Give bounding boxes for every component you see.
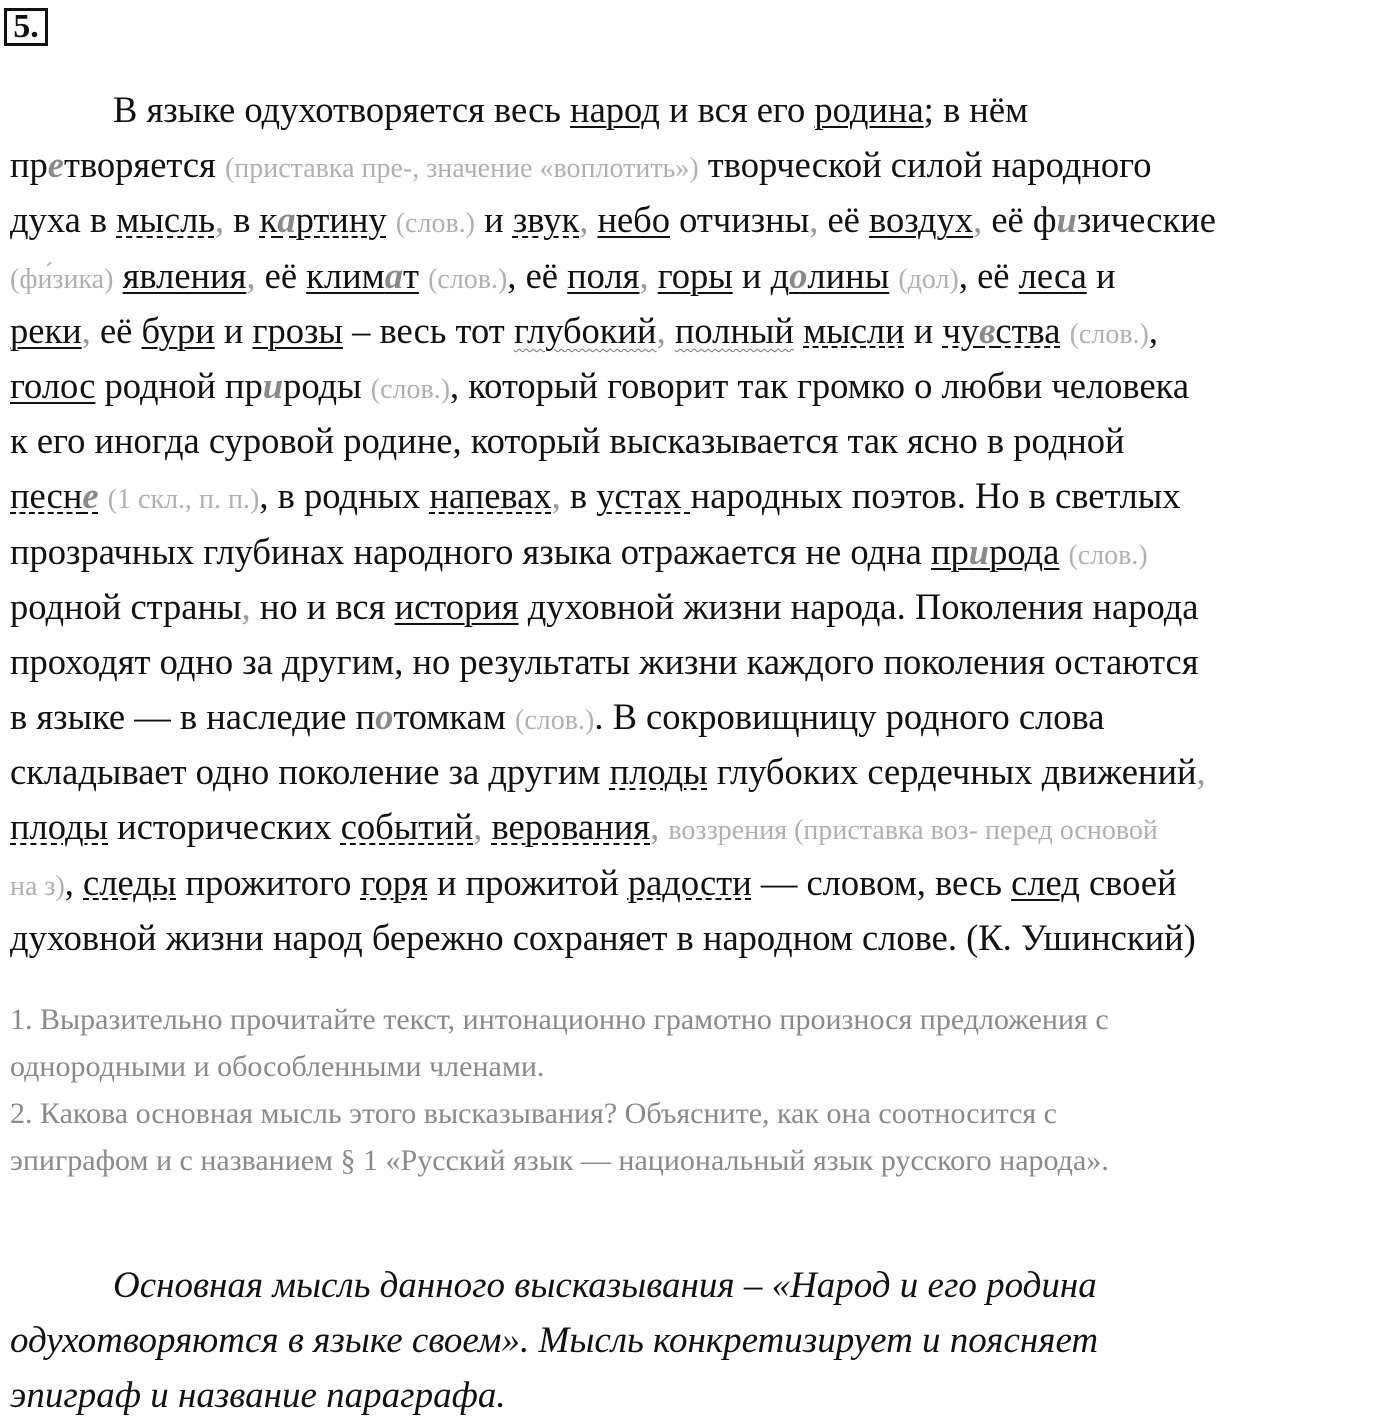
text-fragment: проходят одно за другим, но результаты жизни каждого поколения остаются bbox=[10, 640, 1199, 682]
grey-annotation: (слов.) bbox=[395, 208, 476, 240]
object-word: устах bbox=[596, 475, 691, 517]
text-fragment: прозрачных глубинах народного языка отражается не одна bbox=[10, 530, 931, 572]
text-fragment: складывает одно поколение за другим bbox=[10, 751, 610, 793]
subject-word: воздух bbox=[869, 199, 974, 241]
grey-annotation: (дол) bbox=[898, 263, 959, 295]
text-line bbox=[10, 799, 1400, 854]
text-fragment: духовной жизни народ бережно сохраняет в народном слове. (К. Ушинский) bbox=[10, 916, 1196, 958]
text-fragment: ; в нём bbox=[923, 89, 1029, 130]
spelling-letter: е bbox=[82, 475, 99, 517]
grey-comma: , bbox=[551, 475, 561, 517]
grey-comma: , bbox=[1196, 751, 1206, 793]
grey-annotation: (фи́зика) bbox=[10, 263, 114, 295]
object-word: мысли bbox=[803, 309, 905, 351]
attribute-word: глубокий bbox=[513, 309, 657, 351]
subject-word: история bbox=[394, 585, 519, 627]
question-line: однородными и обособленными членами. bbox=[10, 1050, 545, 1083]
object-word: мысль bbox=[116, 199, 215, 241]
exercise-number: 5. bbox=[4, 8, 48, 46]
text-line bbox=[10, 468, 1400, 523]
text-fragment: своей bbox=[1079, 861, 1177, 903]
spelling-letter: и bbox=[1056, 199, 1077, 241]
text-fragment: прожитого bbox=[176, 861, 361, 903]
subject-word: небо bbox=[597, 199, 671, 241]
subject-word: климат bbox=[306, 254, 419, 296]
question-line: эпиграфом и с названием § 1 «Русский язык — национальный язык русского народа». bbox=[10, 1144, 1109, 1177]
object-word: событий bbox=[340, 806, 474, 848]
spelling-letter: и bbox=[968, 530, 990, 572]
text-fragment: духа в bbox=[10, 199, 117, 241]
grey-comma: , bbox=[973, 199, 983, 241]
object-word: напевах bbox=[429, 475, 552, 517]
text-fragment: но и вся bbox=[250, 585, 395, 627]
subject-word: народ bbox=[570, 89, 660, 130]
text-fragment: — словом, весь bbox=[751, 861, 1012, 903]
text-fragment: её bbox=[967, 254, 1019, 296]
object-word: плоды bbox=[10, 806, 109, 848]
object-word: плоды bbox=[609, 751, 708, 793]
grey-comma: , bbox=[214, 199, 225, 241]
text-line bbox=[10, 137, 1400, 192]
object-word: радости bbox=[627, 861, 752, 903]
text-fragment: в bbox=[560, 475, 597, 517]
text-fragment: томкам bbox=[393, 696, 516, 738]
text-line bbox=[10, 413, 1400, 468]
text-fragment: творческой силой народного bbox=[698, 144, 1152, 186]
grey-comma: , bbox=[81, 309, 91, 351]
text-fragment: и bbox=[1086, 254, 1116, 296]
text-fragment: её bbox=[516, 254, 568, 296]
subject-word: поля bbox=[567, 254, 640, 296]
text-fragment: , bbox=[958, 254, 968, 296]
spelling-letter: а bbox=[277, 199, 296, 241]
text-line bbox=[10, 248, 1400, 303]
text-fragment: родной страны bbox=[10, 585, 242, 627]
object-word: песне bbox=[10, 475, 99, 517]
text-fragment: глубоких сердечных движений bbox=[707, 751, 1197, 793]
answer-line: Основная мысль данного высказывания – «Народ и его родина bbox=[113, 1265, 1097, 1306]
grey-annotation: (слов.) bbox=[428, 263, 508, 295]
grey-comma: , bbox=[809, 199, 819, 241]
grey-annotation: (слов.) bbox=[1068, 539, 1148, 571]
answer-text bbox=[10, 1258, 1390, 1424]
text-fragment: роды bbox=[283, 364, 371, 406]
text-fragment: её bbox=[255, 254, 307, 296]
grey-annotation: (слов.) bbox=[370, 373, 451, 405]
attribute-word: полный bbox=[674, 309, 794, 351]
text-line bbox=[10, 689, 1400, 744]
text-fragment: творяется bbox=[64, 144, 225, 186]
text-fragment: , который говорит так громко о любви человека bbox=[450, 364, 1190, 406]
text-fragment: и прожитой bbox=[427, 861, 628, 903]
subject-word: явления bbox=[122, 254, 247, 296]
spelling-letter: а bbox=[384, 254, 403, 296]
spelling-letter: и bbox=[262, 364, 284, 406]
text-fragment: зические bbox=[1076, 199, 1216, 241]
text-fragment: , bbox=[64, 861, 74, 903]
grey-annotation: (1 скл., п. п.) bbox=[107, 484, 260, 516]
grey-comma: , bbox=[246, 254, 256, 296]
text-fragment: её bbox=[818, 199, 870, 241]
object-word: чувства bbox=[942, 309, 1061, 351]
subject-word: бури bbox=[141, 309, 215, 351]
text-fragment: народных поэтов. Но в светлых bbox=[690, 475, 1181, 517]
grey-comma: , bbox=[639, 254, 649, 296]
question-line: 1. Выразительно прочитайте текст, интонационно грамотно произнося предложения с bbox=[10, 1003, 1109, 1036]
subject-word: долины bbox=[770, 254, 890, 296]
text-fragment: В языке одухотворяется весь bbox=[113, 89, 571, 130]
text-line bbox=[10, 524, 1400, 579]
text-fragment: , bbox=[1148, 309, 1159, 351]
text-fragment: отчизны bbox=[670, 199, 810, 241]
grey-annotation: (приставка пре-, значение «воплотить») bbox=[224, 153, 699, 185]
exercise-text bbox=[10, 82, 1400, 965]
text-fragment: её ф bbox=[982, 199, 1057, 241]
text-line bbox=[10, 744, 1400, 799]
text-line bbox=[10, 579, 1400, 634]
subject-word: родина bbox=[814, 89, 924, 130]
text-fragment: и bbox=[732, 254, 771, 296]
spelling-letter: о bbox=[375, 696, 394, 738]
grey-annotation: на з) bbox=[10, 870, 65, 902]
grey-annotation: воззрения (приставка воз- перед основой bbox=[668, 815, 1158, 847]
text-fragment: в bbox=[224, 199, 260, 241]
subject-word: реки bbox=[10, 309, 82, 351]
spelling-letter: в bbox=[979, 309, 996, 351]
spelling-letter: е bbox=[47, 144, 64, 186]
text-fragment: – весь тот bbox=[342, 309, 514, 351]
grey-annotation: (слов.) bbox=[515, 705, 595, 737]
text-fragment: родной пр bbox=[95, 364, 263, 406]
object-word: горя bbox=[360, 861, 428, 903]
question-line: 2. Какова основная мысль этого высказывания? Объясните, как она соотносится с bbox=[10, 1097, 1057, 1130]
text-line bbox=[10, 855, 1400, 910]
text-line bbox=[10, 910, 1400, 965]
object-word: верования bbox=[491, 806, 651, 848]
subject-word: природа bbox=[930, 530, 1060, 572]
subject-word: горы bbox=[657, 254, 733, 296]
subject-word: грозы bbox=[252, 309, 343, 351]
grey-comma: , bbox=[579, 199, 589, 241]
text-fragment: пр bbox=[10, 144, 48, 186]
text-fragment: и bbox=[214, 309, 253, 351]
object-word: звук bbox=[512, 199, 580, 241]
text-fragment: исторических bbox=[108, 806, 341, 848]
text-fragment: к его иногда суровой родине, который высказывается так ясно в родной bbox=[10, 420, 1125, 462]
grey-comma: , bbox=[650, 806, 660, 848]
text-line bbox=[10, 634, 1400, 689]
subject-word: голос bbox=[10, 364, 96, 406]
text-fragment: , bbox=[507, 254, 517, 296]
text-fragment: в родных bbox=[268, 475, 430, 517]
text-line bbox=[10, 192, 1400, 247]
text-fragment: и bbox=[475, 199, 513, 241]
text-fragment: и bbox=[904, 309, 943, 351]
answer-line: одухотворяются в языке своем». Мысль конкретизирует и поясняет bbox=[10, 1320, 1099, 1362]
subject-word: след bbox=[1011, 861, 1080, 903]
text-fragment: духовной жизни народа. Поколения народа bbox=[518, 585, 1199, 627]
answer-line: эпиграф и название параграфа. bbox=[10, 1375, 506, 1417]
text-fragment: . В сокровищницу родного слова bbox=[594, 696, 1105, 738]
text-fragment: и вся его bbox=[659, 89, 815, 130]
object-word: следы bbox=[83, 861, 177, 903]
text-fragment: в языке — в наследие п bbox=[10, 696, 376, 738]
text-line bbox=[10, 82, 1400, 137]
subject-word: леса bbox=[1018, 254, 1087, 296]
spelling-letter: о bbox=[789, 254, 808, 296]
text-fragment: , bbox=[259, 475, 269, 517]
grey-comma: , bbox=[241, 585, 251, 627]
text-line bbox=[10, 358, 1400, 413]
object-word: картину bbox=[259, 199, 387, 241]
exercise-questions bbox=[10, 996, 1390, 1184]
grey-comma: , bbox=[473, 806, 483, 848]
text-line bbox=[10, 303, 1400, 358]
text-fragment: её bbox=[90, 309, 142, 351]
grey-comma: , bbox=[656, 309, 666, 351]
grey-annotation: (слов.) bbox=[1069, 318, 1149, 350]
